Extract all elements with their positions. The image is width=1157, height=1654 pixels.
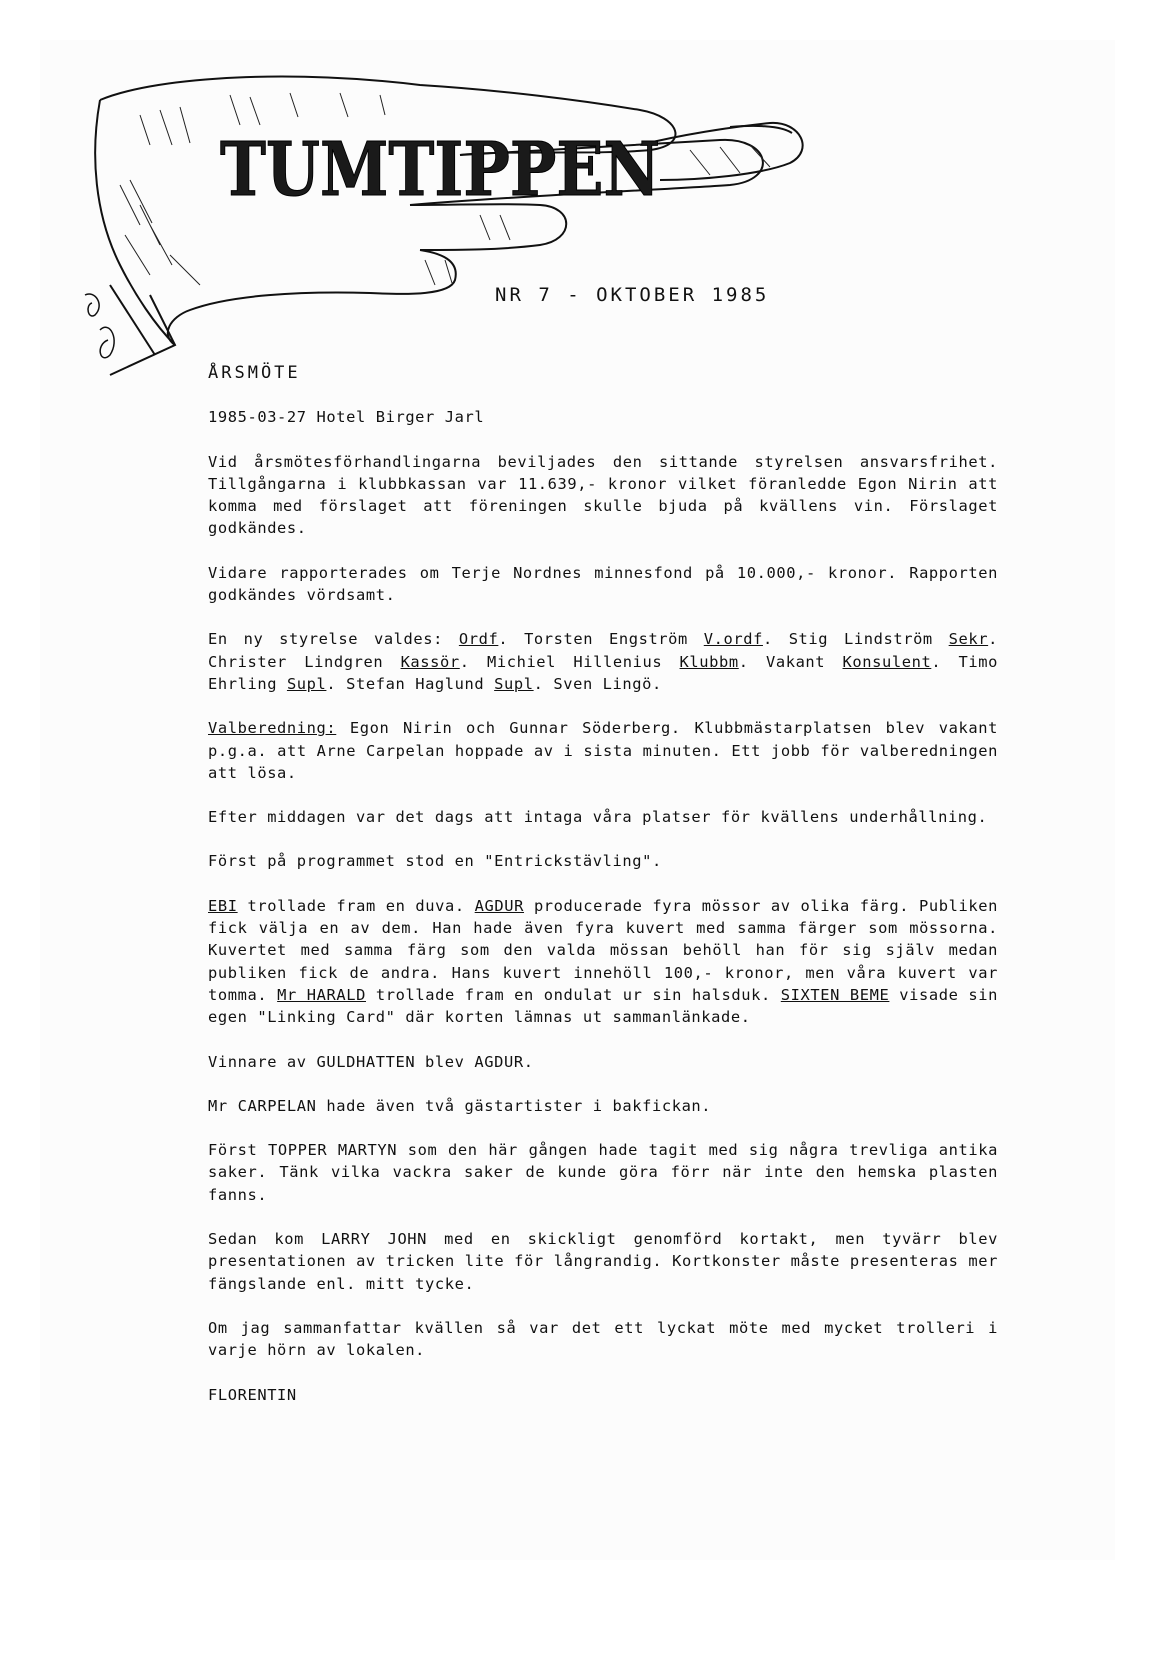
performer-text: trollade fram en ondulat ur sin halsduk. — [365, 985, 781, 1004]
masthead-title: TUMTIPPEN — [220, 127, 660, 213]
role-ordf: Ordf — [458, 630, 499, 649]
performer-ebi: EBI — [208, 896, 238, 915]
member-name: . Sven Lingö. — [533, 674, 662, 693]
paragraph: Efter middagen var det dags att intaga våra platser för kvällens underhållning. — [208, 808, 988, 827]
role-vordf: V.ordf — [703, 630, 763, 649]
role-supl: Supl — [494, 674, 534, 693]
paragraph: Om jag sammanfattar kvällen så var det ett lyckat möte med mycket trolleri i varje hörn av lokalen. — [208, 1318, 998, 1360]
paragraph: Mr CARPELAN hade även två gästartister i bakfickan. — [208, 1096, 712, 1115]
board-intro: En ny styrelse valdes: — [208, 630, 459, 649]
role-klubbm: Klubbm — [679, 652, 739, 671]
performer-text: producerade fyra mössor av olika färg. Publiken fick välja en av dem. Han hade även fyra kuvert med samma färger som mössorna. Kuvertet med samma färg som den valda mössan behöll han för sig själv medan publiken fick de andra. Hans kuvert innehöll 100,- kronor, men våra kuvert var tomma. — [208, 896, 998, 1004]
paragraph: Först på programmet stod en "Entrickstävling". — [208, 852, 662, 871]
paragraph: Vinnare av GULDHATTEN blev AGDUR. — [208, 1052, 534, 1071]
member-name: . Christer Lindgren — [208, 630, 998, 671]
article — [208, 362, 998, 1428]
member-name: . Timo Ehrling — [208, 652, 998, 693]
member-name: . Vakant — [738, 652, 843, 671]
masthead-illustration — [80, 55, 860, 385]
article-subheading: 1985-03-27 Hotel Birger Jarl — [208, 408, 485, 427]
performer-agdur: AGDUR — [474, 896, 525, 915]
paragraph: Sedan kom LARRY JOHN med en skickligt genomförd kortakt, men tyvärr blev presentationen av tricken lite för långrandig. Kortkonster måste presenteras mer fängslande enl. mitt tycke. — [208, 1230, 998, 1293]
article-heading: ÅRSMÖTE — [208, 363, 301, 383]
role-kassor: Kassör — [400, 652, 460, 671]
valberedning-label: Valberedning: — [208, 719, 337, 738]
hand-illustration-icon — [80, 55, 860, 385]
performer-text: visade sin egen "Linking Card" där korten lämnas ut sammanlänkade. — [208, 985, 999, 1027]
paragraph: Vidare rapporterades om Terje Nordnes minnesfond på 10.000,- kronor. Rapporten godkändes vördsamt. — [208, 563, 998, 605]
signature: FLORENTIN — [208, 1385, 297, 1404]
valberedning-paragraph — [208, 717, 998, 784]
member-name: . Stefan Haglund — [326, 674, 495, 693]
member-name: . Michiel Hillenius — [459, 652, 680, 671]
issue-line: NR 7 - OKTOBER 1985 — [495, 284, 770, 306]
role-supl: Supl — [286, 674, 327, 693]
performer-sixten: SIXTEN BEME — [780, 985, 890, 1004]
role-konsulent: Konsulent — [842, 652, 932, 671]
performer-text: trollade fram en duva. — [237, 896, 475, 915]
role-sekr: Sekr — [948, 630, 989, 649]
member-name: . Stig Lindström — [762, 630, 949, 649]
paragraph: Vid årsmötesförhandlingarna beviljades den sittande styrelsen ansvarsfrihet. Tillgångarna i klubbkassan var 11.639,- kronor vilket föranledde Egon Nirin att komma med förslaget att föreningen skulle bjuda på kvällens vin. Förslaget godkändes. — [208, 452, 998, 538]
member-name: . Torsten Engström — [498, 630, 704, 649]
contest-paragraph — [208, 895, 998, 1029]
paragraph: Först TOPPER MARTYN som den här gången hade tagit med sig några trevliga antika saker. Tänk vilka vackra saker de kunde göra förr när inte den hemska plasten fanns. — [208, 1141, 998, 1204]
performer-harald: Mr HARALD — [277, 985, 366, 1004]
valberedning-text: Egon Nirin och Gunnar Söderberg. Klubbmästarplatsen blev vakant p.g.a. att Arne Carpelan hoppade av i sista minuten. Ett jobb för valberedningen att lösa. — [208, 719, 998, 782]
board-paragraph — [208, 628, 998, 695]
